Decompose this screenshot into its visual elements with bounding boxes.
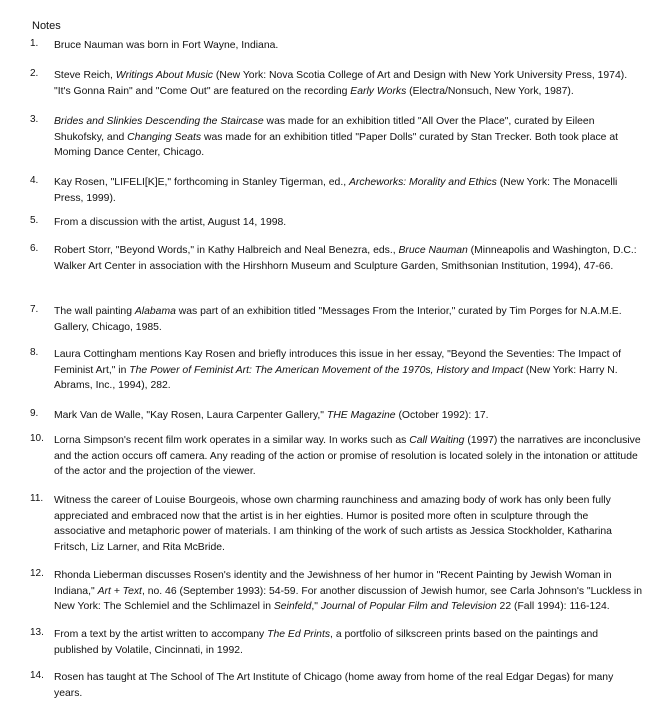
note-text-segment: was made for an exhibition titled "Paper Dolls" curated by Stan Trecker. Both took place at Moming Dance Center, Chicago. xyxy=(54,131,618,158)
note-text xyxy=(54,670,642,701)
note-text xyxy=(54,347,642,394)
note-text-segment: (New York: Nova Scotia College of Art and Design with New York University Press, 1974). "It's Gonna Rain" and "Come Out" are featured on the recording xyxy=(54,70,628,97)
note-title-italic: Call Waiting xyxy=(409,435,465,446)
note-text-segment: was part of an exhibition titled "Messages From the Interior," curated by Tim Porges for N.A.M.E. Gallery, Chicago, 1985. xyxy=(54,306,622,333)
note-text-segment: , a portfolio of silkscreen prints based on the paintings and published by Volatile, Cincinnati, in 1992. xyxy=(54,629,599,656)
note-number: 14. xyxy=(30,670,44,681)
note-number: 12. xyxy=(30,568,44,579)
note-text-segment: Lorna Simpson's recent film work operates in a similar way. In works such as xyxy=(54,435,410,446)
note-title-italic: Seinfeld xyxy=(273,601,312,612)
note-text-segment: The wall painting xyxy=(54,306,135,317)
note-title-italic: Journal of Popular Film and Television xyxy=(320,601,497,612)
note-text xyxy=(54,627,642,658)
note-text-segment: Robert Storr, "Beyond Words," in Kathy Halbreich and Neal Benezra, eds., xyxy=(54,245,399,256)
note-text xyxy=(54,114,642,161)
note-text-segment: From a text by the artist written to accompany xyxy=(54,629,268,640)
note-title-italic: THE Magazine xyxy=(326,410,396,421)
note-number: 11. xyxy=(30,493,44,504)
note-title-italic: Early Works xyxy=(350,85,407,97)
note-text-segment: Kay Rosen, "LIFELI[K]E," forthcoming in Stanley Tigerman, ed., xyxy=(54,177,349,188)
note-title-italic: Brides and Slinkies Descending the Staircase xyxy=(54,116,264,127)
note-text-segment: 22 (Fall 1994): 116-124. xyxy=(496,601,610,612)
note-text-segment: (1997) the narratives are inconclusive and the action occurs off camera. Any reading of the action or promise of resolution is located solely in the intonation or attitude of the actor and the projection of the viewer. xyxy=(54,435,641,477)
note-text xyxy=(54,433,642,480)
note-number: 8. xyxy=(30,347,39,358)
note-text-segment: Witness the career of Louise Bourgeois, whose own charming raunchiness and amazing body of work has only been fully appreciated and embraced now that the artist is in her eighties. Humor is posited more often in sculpture through the associative and metaphoric power of materials. I am thinking of the work of such artists as Jessica Stockholder, Katharina Fritsch, Liz Larner, and Rita McBride. xyxy=(54,495,612,553)
note-text-segment: (New York: Harry N. Abrams, Inc., 1994), 282. xyxy=(54,364,618,391)
notes-heading: Notes xyxy=(32,20,61,32)
note-number: 6. xyxy=(30,243,39,254)
note-text-segment: (Electra/Nonsuch, New York, 1987). xyxy=(406,85,574,97)
note-number: 9. xyxy=(30,408,39,419)
note-number: 10. xyxy=(30,433,44,444)
note-number: 7. xyxy=(30,304,39,315)
note-text xyxy=(54,408,642,424)
note-text xyxy=(54,568,642,615)
note-text-segment: Rosen has taught at The School of The Art Institute of Chicago (home away from home of the real Edgar Degas) for many years. xyxy=(54,672,614,699)
note-text xyxy=(54,493,642,555)
note-title-italic: The Power of Feminist Art: The American Movement of the 1970s, History and Impact xyxy=(129,364,523,376)
note-text-segment: Steve Reich, xyxy=(54,70,116,81)
note-title-italic: Changing Seats xyxy=(127,131,202,143)
note-text-segment: Mark Van de Walle, "Kay Rosen, Laura Carpenter Gallery," xyxy=(54,410,327,421)
note-text xyxy=(54,38,642,54)
note-text-segment: Rhonda Lieberman discusses Rosen's identity and the Jewishness of her humor in "Recent Painting by Jewish Woman in Indiana," xyxy=(54,570,612,597)
note-text xyxy=(54,304,642,335)
note-text-segment: (Minneapolis and Washington, D.C.: Walker Art Center in association with the Hirshhorn Museum and Sculpture Garden, Smithsonian Institution, 1994), 47-66. xyxy=(54,245,637,272)
note-text xyxy=(54,68,642,99)
note-text-segment: (New York: The Monacelli Press, 1999). xyxy=(54,177,618,204)
note-title-italic: Alabama xyxy=(134,306,176,317)
note-text xyxy=(54,243,642,274)
note-number: 1. xyxy=(30,38,39,49)
note-text-segment: From a discussion with the artist, August 14, 1998. xyxy=(54,217,287,228)
note-text-segment: (October 1992): 17. xyxy=(395,410,489,421)
note-text-segment: ," xyxy=(311,601,321,612)
note-number: 3. xyxy=(30,114,39,125)
note-text-segment: Laura Cottingham mentions Kay Rosen and briefly introduces this issue in her essay, "Beyond the Seventies: The Impact of Feminist Art," in xyxy=(54,349,622,376)
note-title-italic: Art + Text xyxy=(97,585,142,597)
note-title-italic: Archeworks: Morality and Ethics xyxy=(349,177,497,188)
note-text-segment: was made for an exhibition titled "All Over the Place", curated by Eileen Shukofsky, and xyxy=(54,116,595,143)
note-text-segment: , no. 46 (September 1993): 54-59. For another discussion of Jewish humor, see Carla Johnson's "Luckless in New York: The Schlemiel and the Schlimazel in xyxy=(54,585,643,612)
note-number: 5. xyxy=(30,215,39,226)
note-text xyxy=(54,215,642,231)
note-title-italic: The Ed Prints xyxy=(267,629,331,640)
note-number: 4. xyxy=(30,175,39,186)
note-text-segment: Bruce Nauman was born in Fort Wayne, Indiana. xyxy=(54,40,279,51)
note-text xyxy=(54,175,642,206)
note-title-italic: Writings About Music xyxy=(115,70,213,81)
note-number: 13. xyxy=(30,627,44,638)
note-number: 2. xyxy=(30,68,39,79)
note-title-italic: Bruce Nauman xyxy=(398,245,468,256)
